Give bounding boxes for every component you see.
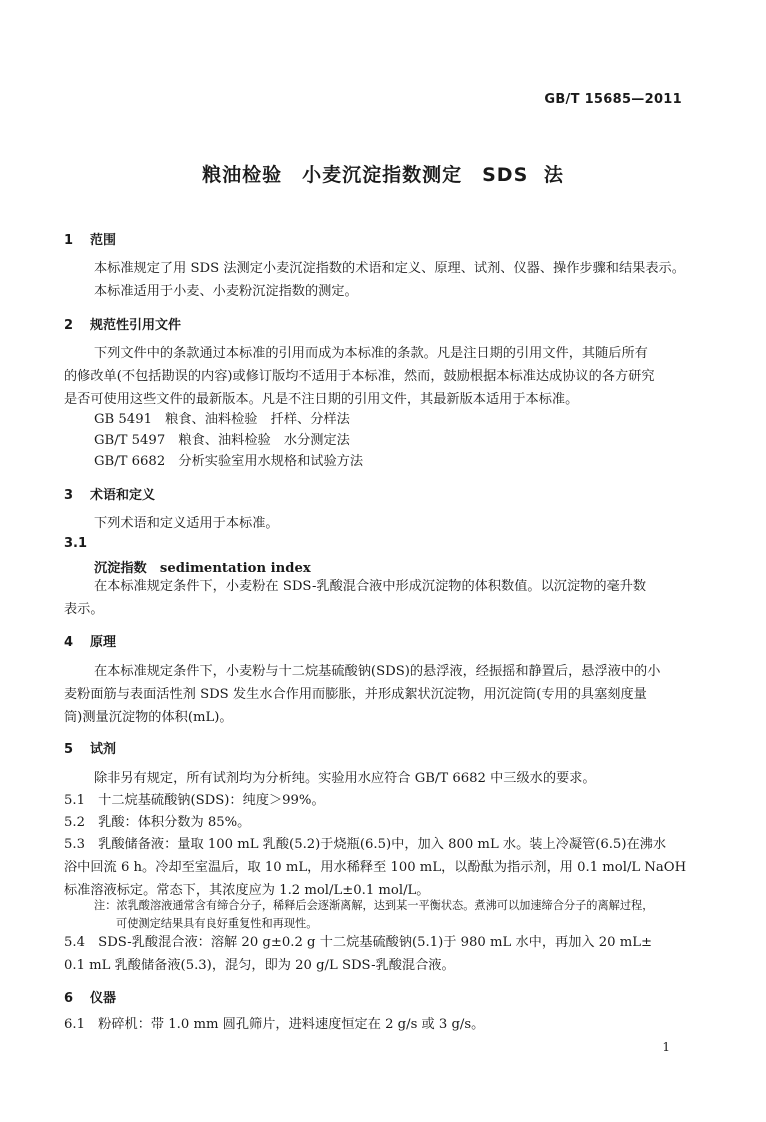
section-title: 仪器 (90, 991, 117, 1006)
clause-item: 5.2 乳酸：体积分数为 85%。 (64, 815, 251, 830)
section-4-heading (64, 631, 116, 650)
reference-item: GB/T 5497 粮食、油料检验 水分测定法 (94, 433, 350, 448)
section-3-heading (64, 484, 155, 503)
section-5-heading (64, 738, 116, 757)
paragraph: 本标准适用于小麦、小麦粉沉淀指数的测定。 (94, 284, 358, 299)
paragraph-line: 的修改单(不包括勘误的内容)或修订版均不适用于本标准，然而，鼓励根据本标准达成协议的各方研究 (64, 369, 655, 384)
paragraph: 除非另有规定，所有试剂均为分析纯。实验用水应符合 GB/T 6682 中三级水的要求。 (94, 771, 596, 786)
section-number: 6 (64, 991, 74, 1006)
section-number: 4 (64, 635, 74, 650)
paragraph-line: 下列文件中的条款通过本标准的引用而成为本标准的条款。凡是注日期的引用文件，其随后所有 (94, 346, 648, 361)
section-title: 范围 (90, 233, 117, 248)
subsection-number: 3.1 (64, 536, 88, 551)
reference-item: GB/T 6682 分析实验室用水规格和试验方法 (94, 454, 364, 469)
paragraph-line: 筒)测量沉淀物的体积(mL)。 (64, 710, 233, 725)
section-title: 术语和定义 (90, 488, 156, 503)
clause-line: 浴中回流 6 h。冷却至室温后，取 10 mL，用水稀释至 100 mL，以酚酞为指示剂，用 0.1 mol/L NaOH (64, 860, 687, 875)
definition-line: 在本标准规定条件下，小麦粉在 SDS-乳酸混合液中形成沉淀物的体积数值。以沉淀物的毫升数 (94, 579, 647, 594)
paragraph-line: 麦粉面筋与表面活性剂 SDS 发生水合作用而膨胀，并形成絮状沉淀物，用沉淀筒(专用的具塞刻度量 (64, 687, 647, 702)
clause-item: 6.1 粉碎机：带 1.0 mm 圆孔筛片，进料速度恒定在 2 g/s 或 3 g/s。 (64, 1017, 485, 1032)
paragraph-line: 是否可使用这些文件的最新版本。凡是不注日期的引用文件，其最新版本适用于本标准。 (64, 392, 579, 407)
section-title: 原理 (90, 635, 117, 650)
document-title: 粮油检验 小麦沉淀指数测定 SDS 法 (202, 164, 564, 186)
paragraph: 本标准规定了用 SDS 法测定小麦沉淀指数的术语和定义、原理、试剂、仪器、操作步骤和结果表示。 (94, 261, 685, 276)
reference-item: GB 5491 粮食、油料检验 扦样、分样法 (94, 412, 350, 427)
section-number: 5 (64, 742, 74, 757)
standard-number: GB/T 15685—2011 (544, 92, 682, 107)
term-heading: 沉淀指数 sedimentation index (94, 561, 311, 576)
section-number: 3 (64, 488, 74, 503)
note-line: 可使测定结果具有良好重复性和再现性。 (116, 917, 318, 930)
clause-line: 5.4 SDS-乳酸混合液：溶解 20 g±0.2 g 十二烷基硫酸钠(5.1)于 980 mL 水中，再加入 20 mL± (64, 935, 653, 950)
section-6-heading (64, 987, 116, 1006)
section-number: 2 (64, 318, 74, 333)
paragraph: 下列术语和定义适用于本标准。 (94, 516, 279, 531)
clause-line: 0.1 mL 乳酸储备液(5.3)，混匀，即为 20 g/L SDS-乳酸混合液。 (64, 958, 455, 973)
clause-line: 5.3 乳酸储备液：量取 100 mL 乳酸(5.2)于烧瓶(6.5)中，加入 800 mL 水。装上冷凝管(6.5)在沸水 (64, 837, 667, 852)
clause-line: 标准溶液标定。常态下，其浓度应为 1.2 mol/L±0.1 mol/L。 (64, 883, 430, 898)
section-title: 规范性引用文件 (90, 318, 182, 333)
paragraph-line: 在本标准规定条件下，小麦粉与十二烷基硫酸钠(SDS)的悬浮液，经振摇和静置后，悬浮液中的小 (94, 664, 661, 679)
section-1-heading (64, 229, 116, 248)
page-number: 1 (662, 1040, 670, 1054)
clause-item: 5.1 十二烷基硫酸钠(SDS)：纯度＞99%。 (64, 793, 325, 808)
section-title: 试剂 (90, 742, 117, 757)
definition-line: 表示。 (64, 602, 104, 617)
note-line: 注：浓乳酸溶液通常含有缔合分子，稀释后会逐渐离解，达到某一平衡状态。煮沸可以加速缔合分子的离解过程， (94, 899, 654, 912)
section-2-heading (64, 314, 181, 333)
section-number: 1 (64, 233, 74, 248)
